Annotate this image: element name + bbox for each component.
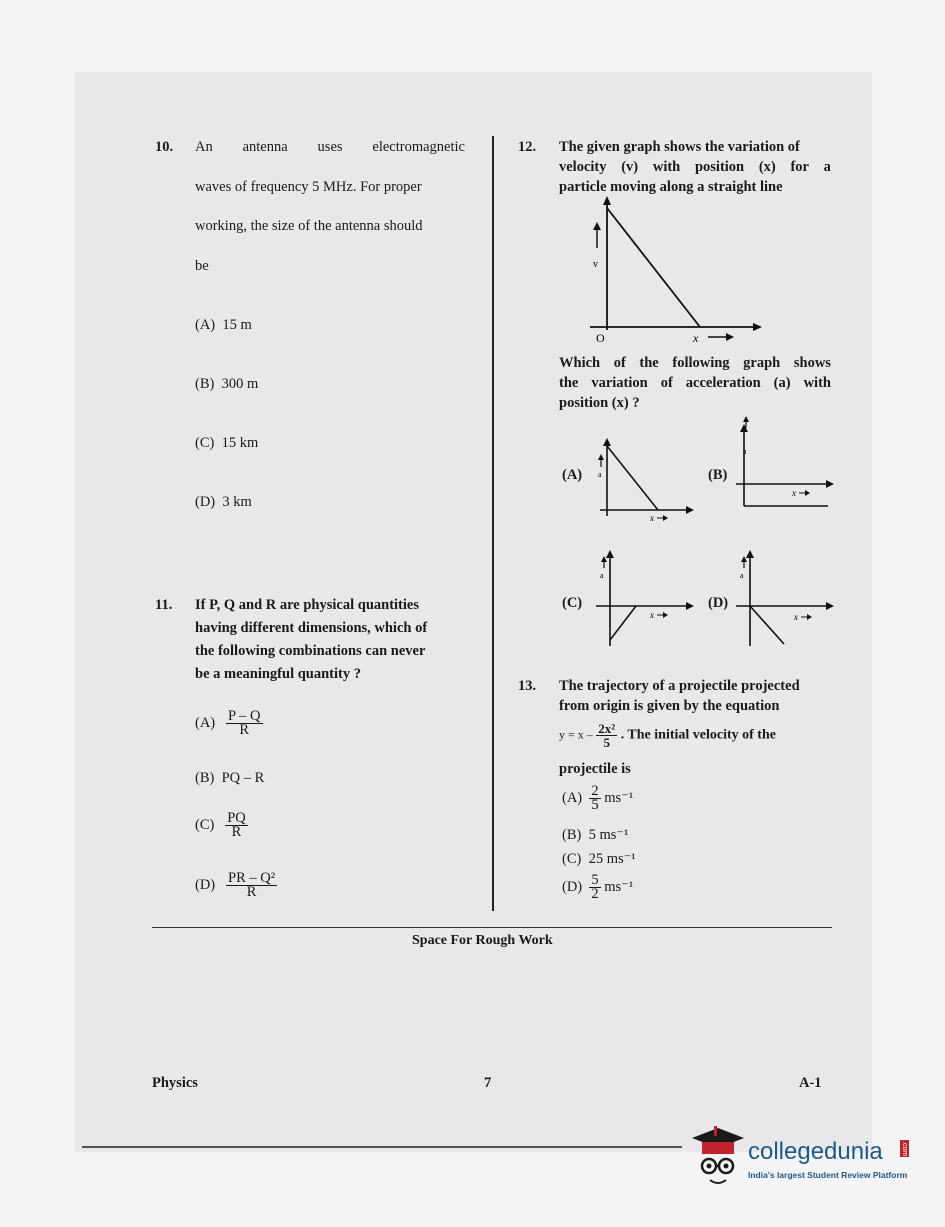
- word: variation: [591, 375, 648, 391]
- question-text-line: [559, 354, 831, 372]
- option-label[interactable]: (B): [708, 467, 728, 483]
- unit: ms⁻¹: [604, 789, 634, 806]
- word: of: [613, 355, 626, 371]
- x-label: x: [794, 612, 798, 622]
- option-label: (D): [195, 876, 216, 893]
- numerator: PQ: [227, 810, 246, 826]
- question-text-line: projectile is: [559, 761, 631, 777]
- option[interactable]: [195, 710, 263, 737]
- v-label: v: [593, 259, 598, 270]
- logo-tagline: India's largest Student Review Platform: [748, 1170, 908, 1180]
- word: An: [195, 139, 213, 155]
- x-label: x: [650, 513, 654, 522]
- footer-page-number: 7: [484, 1075, 492, 1091]
- footer-paper-code: A-1: [799, 1075, 822, 1091]
- question-text-line: The given graph shows the variation of: [559, 139, 800, 155]
- word: following: [672, 355, 730, 371]
- column-divider: [492, 136, 494, 911]
- option-label: (B): [195, 770, 215, 786]
- numerator: 2: [591, 783, 599, 799]
- word: with: [652, 159, 681, 175]
- equation-suffix: . The initial velocity of the: [620, 727, 776, 743]
- word: velocity: [559, 159, 607, 175]
- fraction: [589, 785, 600, 812]
- option-text: 15 m: [222, 317, 252, 333]
- option-text: 3 km: [222, 494, 252, 510]
- word: shows: [793, 355, 831, 371]
- question-text-line: The trajectory of a projectile projected: [559, 678, 800, 694]
- word: with: [803, 375, 831, 391]
- fraction: [225, 812, 248, 839]
- fraction: [226, 710, 263, 737]
- a-label: a: [600, 571, 604, 580]
- x-arrow-head: [807, 614, 812, 620]
- option-label: (A): [562, 789, 583, 806]
- y-axis-arrowhead: [603, 196, 611, 205]
- v-arrow-head: [593, 222, 601, 230]
- a-label: a: [740, 571, 744, 580]
- x-arrow-head: [663, 515, 668, 521]
- acceleration-line: [607, 446, 658, 510]
- option-text: 25 ms⁻¹: [588, 851, 636, 867]
- y-axis-arrowhead: [740, 424, 748, 432]
- question-number: 12.: [518, 139, 537, 155]
- question-text-line: [559, 374, 831, 392]
- option-label: (D): [195, 494, 216, 510]
- a-label: a: [598, 470, 602, 479]
- word: (x): [758, 159, 776, 175]
- word: (v): [621, 159, 639, 175]
- numerator: PR – Q²: [228, 870, 276, 886]
- x-arrow-head: [663, 612, 668, 618]
- option-text: PQ – R: [221, 770, 265, 786]
- denominator: 5: [591, 797, 599, 813]
- velocity-position-graph: [580, 196, 770, 348]
- denominator: R: [231, 824, 242, 840]
- numerator: 2x²: [598, 721, 616, 736]
- question-text-line: [559, 158, 831, 176]
- option-label[interactable]: (A): [562, 467, 583, 483]
- fraction: [589, 874, 600, 901]
- x-axis-arrowhead: [686, 602, 694, 610]
- numerator: P – Q: [228, 708, 261, 724]
- option-c-graph[interactable]: [596, 548, 696, 650]
- option[interactable]: [195, 434, 258, 452]
- acceleration-line: [610, 606, 636, 640]
- option[interactable]: [562, 785, 633, 812]
- word: the: [559, 375, 579, 391]
- word: electromagnetic: [372, 139, 465, 155]
- option-b-graph[interactable]: [736, 412, 836, 508]
- option[interactable]: [562, 850, 636, 868]
- word: acceleration: [685, 375, 761, 391]
- logo-domain-badge: .com: [901, 1141, 908, 1157]
- denominator: R: [239, 722, 250, 738]
- x-arrow-head: [726, 333, 734, 341]
- question-text-line: waves of frequency 5 MHz. For proper: [195, 179, 422, 195]
- collegedunia-mascot-icon: [688, 1124, 746, 1190]
- option-label: (C): [195, 435, 215, 451]
- acceleration-line: [750, 606, 784, 644]
- rough-work-heading: Space For Rough Work: [412, 933, 553, 948]
- velocity-line: [607, 208, 700, 327]
- option-label: (D): [562, 878, 583, 895]
- option-text: 15 km: [221, 435, 259, 451]
- word: for: [790, 159, 809, 175]
- x-arrow-head: [805, 490, 810, 496]
- option[interactable]: [195, 493, 252, 511]
- word: a: [823, 159, 831, 175]
- option-label: (C): [195, 816, 215, 833]
- option-label[interactable]: (D): [708, 595, 729, 611]
- option-text: 300 m: [221, 376, 259, 392]
- unit: ms⁻¹: [604, 878, 634, 895]
- option-label[interactable]: (C): [562, 595, 583, 611]
- a-label: a: [743, 447, 747, 456]
- word: uses: [317, 139, 343, 155]
- question-text-line: position (x) ?: [559, 395, 640, 411]
- word: the: [639, 355, 659, 371]
- rough-work-divider: [152, 927, 832, 928]
- option[interactable]: [562, 874, 633, 901]
- x-label: x: [792, 488, 796, 498]
- logo-wordmark[interactable]: collegedunia: [748, 1138, 883, 1165]
- option[interactable]: [195, 316, 252, 334]
- option-text: 5 ms⁻¹: [588, 827, 629, 843]
- denominator: 2: [591, 886, 599, 902]
- option-label: (A): [195, 317, 216, 333]
- x-axis-arrowhead: [753, 323, 762, 331]
- question-text-line: working, the size of the antenna should: [195, 218, 423, 234]
- option[interactable]: [562, 826, 628, 844]
- question-text-line: If P, Q and R are physical quantities: [195, 597, 419, 613]
- question-number: 11.: [155, 597, 173, 613]
- question-number: 13.: [518, 678, 537, 694]
- word: Which: [559, 355, 601, 371]
- x-axis-arrowhead: [686, 506, 694, 514]
- x-axis-arrowhead: [826, 480, 834, 488]
- x-axis-arrowhead: [826, 602, 834, 610]
- equation-line: [559, 722, 776, 749]
- question-text-line: having different dimensions, which of: [195, 620, 428, 636]
- equation-prefix: y = x –: [559, 727, 593, 742]
- option-label: (A): [195, 714, 216, 731]
- word: (a): [773, 375, 791, 391]
- question-text-line: be a meaningful quantity ?: [195, 666, 361, 682]
- option[interactable]: [195, 375, 258, 393]
- option-label: (C): [562, 851, 582, 867]
- word: antenna: [242, 139, 288, 155]
- option-d-graph[interactable]: [736, 548, 836, 650]
- y-axis-arrowhead: [746, 550, 754, 558]
- option-label: (B): [195, 376, 215, 392]
- option[interactable]: [195, 872, 277, 899]
- footer-subject: Physics: [152, 1075, 198, 1091]
- word: graph: [743, 355, 781, 371]
- x-label: x: [693, 331, 699, 345]
- question-text-line: from origin is given by the equation: [559, 698, 780, 714]
- option-label: (B): [562, 827, 582, 843]
- numerator: 5: [591, 872, 599, 888]
- denominator: R: [246, 884, 257, 900]
- word: of: [660, 375, 673, 391]
- question-text-line: particle moving along a straight line: [559, 179, 783, 195]
- fraction: [226, 872, 277, 899]
- x-label: x: [650, 610, 654, 620]
- option[interactable]: [195, 812, 248, 839]
- question-number: 10.: [155, 139, 174, 155]
- option[interactable]: [195, 769, 264, 787]
- y-axis-arrowhead: [603, 438, 611, 446]
- word: position: [694, 159, 745, 175]
- option-a-graph[interactable]: [596, 436, 696, 522]
- question-text-line: be: [195, 258, 209, 274]
- question-text-line: the following combinations can never: [195, 643, 426, 659]
- y-axis-arrowhead: [606, 550, 614, 558]
- question-text-line: [195, 138, 465, 156]
- origin-label: O: [596, 331, 605, 345]
- bottom-scan-edge: [82, 1146, 682, 1148]
- denominator: 5: [603, 735, 610, 750]
- equation-fraction: [596, 722, 617, 749]
